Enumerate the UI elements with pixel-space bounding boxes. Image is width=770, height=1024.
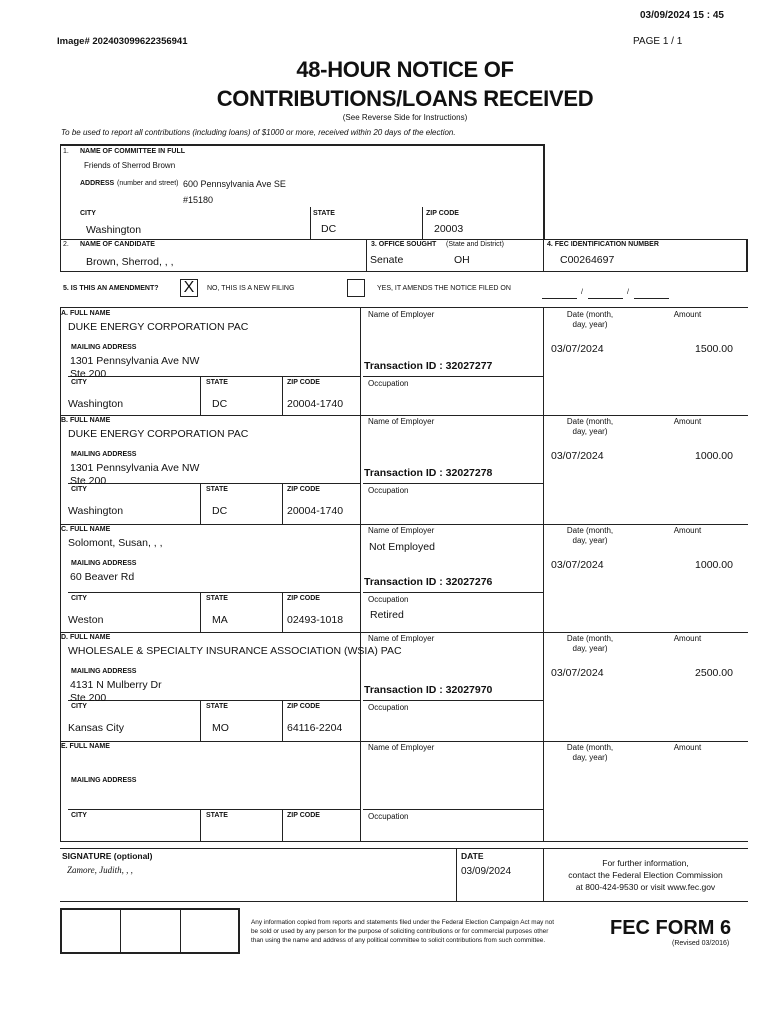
contributor-zip: 02493-1018 xyxy=(287,614,344,626)
contributor-full-name: Solomont, Susan, , , xyxy=(68,537,163,549)
form-revised: (Revised 03/2016) xyxy=(672,940,730,947)
committee-address-line2: #15180 xyxy=(183,195,214,205)
contributor-address-line2: Ste 200 xyxy=(70,368,107,380)
contributor-city: Weston xyxy=(68,614,104,626)
see-reverse-note: (See Reverse Side for Instructions) xyxy=(342,113,468,122)
rule-line xyxy=(68,483,360,484)
transaction-id: Transaction ID : 32027276 xyxy=(364,576,493,588)
date-label-line1: Date (month, xyxy=(566,310,614,319)
contributor-city-label: CITY xyxy=(71,379,87,386)
amend-day-line[interactable] xyxy=(588,298,623,299)
contribution-date: 03/07/2024 xyxy=(551,450,604,462)
date-label-line2: day, year) xyxy=(572,644,608,653)
contributor-full-name: DUKE ENERGY CORPORATION PAC xyxy=(68,321,249,333)
amount-label: Amount xyxy=(673,310,702,319)
form-title-line2: CONTRIBUTIONS/LOANS RECEIVED xyxy=(216,86,594,111)
contribution-amount: 2500.00 xyxy=(695,667,733,679)
contributor-state: MO xyxy=(212,722,229,734)
committee-address-line1: 600 Pennsylvania Ave SE xyxy=(183,179,286,189)
image-number: Image# 202403099622356941 xyxy=(57,36,188,47)
amendment-label: 5. IS THIS AN AMENDMENT? xyxy=(63,285,159,292)
contributor-zip-label: ZIP CODE xyxy=(287,595,320,602)
occupation-label: Occupation xyxy=(368,379,409,388)
mailing-address-label: MAILING ADDRESS xyxy=(71,668,137,675)
contribution-date: 03/07/2024 xyxy=(551,559,604,571)
rule-line xyxy=(282,376,283,415)
candidate-name: Brown, Sherrod, , , xyxy=(86,256,174,268)
office-use-box xyxy=(60,908,240,954)
contributor-state-label: STATE xyxy=(206,812,228,819)
office-sought-label: 3. OFFICE SOUGHT xyxy=(371,241,437,248)
signature-date: 03/09/2024 xyxy=(461,866,512,877)
contributor-city: Washington xyxy=(68,398,124,410)
contribution-amount: 1000.00 xyxy=(695,559,733,571)
rule-line xyxy=(200,483,201,524)
contribution-date: 03/07/2024 xyxy=(551,667,604,679)
contributor-employer: Not Employed xyxy=(369,541,435,553)
contributor-full-name: WHOLESALE & SPECIALTY INSURANCE ASSOCIATION (WSIA) PAC xyxy=(68,645,402,657)
rule-line xyxy=(60,841,748,842)
contributor-full-name-label: C. FULL NAME xyxy=(61,526,111,533)
amend-date-slash-1: / xyxy=(581,289,583,296)
rule-line xyxy=(282,483,283,524)
date-label-line2: day, year) xyxy=(572,536,608,545)
rule-line xyxy=(60,632,748,633)
occupation-label: Occupation xyxy=(368,486,409,495)
employer-label: Name of Employer xyxy=(368,634,435,643)
rule-line xyxy=(68,376,360,377)
address-sublabel: (number and street) xyxy=(117,180,179,187)
contributor-address-line2: Ste 200 xyxy=(70,692,107,704)
form-title-line1: 48-HOUR NOTICE OF xyxy=(296,57,514,82)
committee-zip-label: ZIP CODE xyxy=(426,210,459,217)
amend-date-slash-2: / xyxy=(627,289,629,296)
committee-city: Washington xyxy=(86,224,142,236)
contributor-city-label: CITY xyxy=(71,486,87,493)
info-line3: at 800-424-9530 or visit www.fec.gov xyxy=(575,882,716,892)
contributor-state: MA xyxy=(212,614,228,626)
contributor-occupation: Retired xyxy=(370,609,404,621)
contributor-full-name-label: D. FULL NAME xyxy=(61,634,111,641)
date-label-line1: Date (month, xyxy=(566,634,614,643)
rule-line xyxy=(68,809,360,810)
contributor-state-label: STATE xyxy=(206,486,228,493)
contributor-state: DC xyxy=(212,505,228,517)
rule-line xyxy=(363,483,543,484)
signature-date-label: DATE xyxy=(461,851,484,861)
address-label: ADDRESS xyxy=(80,180,115,187)
rule-line xyxy=(60,741,748,742)
contributor-address-line1: 1301 Pennsylvania Ave NW xyxy=(70,355,200,367)
amend-year-line[interactable] xyxy=(634,298,669,299)
contributor-city-label: CITY xyxy=(71,703,87,710)
date-label-line1: Date (month, xyxy=(566,526,614,535)
mailing-address-label: MAILING ADDRESS xyxy=(71,451,137,458)
contributor-zip: 20004-1740 xyxy=(287,505,344,517)
contributor-zip-label: ZIP CODE xyxy=(287,379,320,386)
rule-line xyxy=(282,700,283,741)
rule-line xyxy=(363,376,543,377)
rule-line xyxy=(200,700,201,741)
fec-id: C00264697 xyxy=(560,254,615,266)
employer-label: Name of Employer xyxy=(368,526,435,535)
contributor-state-label: STATE xyxy=(206,595,228,602)
contributor-zip-label: ZIP CODE xyxy=(287,486,320,493)
form-name: FEC FORM 6 xyxy=(610,917,732,939)
contributor-full-name-label: A. FULL NAME xyxy=(61,310,111,317)
mailing-address-label: MAILING ADDRESS xyxy=(71,344,137,351)
rule-line xyxy=(200,809,201,841)
page-number: PAGE 1 / 1 xyxy=(633,36,683,47)
committee-city-label: CITY xyxy=(80,210,96,217)
rule-line xyxy=(60,415,748,416)
contributor-state-label: STATE xyxy=(206,703,228,710)
disclaimer-line3: than using the name and address of any political committee to solicit contributions from such committee. xyxy=(251,937,546,944)
committee-name-label: NAME OF COMMITTEE IN FULL xyxy=(80,148,185,155)
date-label-line1: Date (month, xyxy=(566,743,614,752)
contributor-full-name-label: B. FULL NAME xyxy=(61,417,111,424)
disclaimer-line1: Any information copied from reports and statements filed under the Federal Election Campaign Act may not xyxy=(251,919,555,926)
committee-zip: 20003 xyxy=(434,223,464,235)
disclaimer-line2: be sold or used by any person for the purpose of soliciting contributions or for commercial purposes other xyxy=(251,928,549,935)
contributor-full-name-label: E. FULL NAME xyxy=(61,743,110,750)
contributor-city: Kansas City xyxy=(68,722,125,734)
new-filing-checkbox[interactable]: X xyxy=(180,279,198,297)
signature-label: SIGNATURE (optional) xyxy=(62,851,153,861)
amount-label: Amount xyxy=(673,417,702,426)
contributor-address-line1: 4131 N Mulberry Dr xyxy=(70,679,162,691)
rule-line xyxy=(68,592,360,593)
date-label-line2: day, year) xyxy=(572,320,608,329)
occupation-label: Occupation xyxy=(368,812,409,821)
amend-month-line[interactable] xyxy=(542,298,577,299)
contributor-address-line1: 1301 Pennsylvania Ave NW xyxy=(70,462,200,474)
rule-line xyxy=(200,592,201,632)
instructions: To be used to report all contributions (including loans) of $1000 or more, received within 20 days of the election. xyxy=(61,128,456,137)
date-label-line2: day, year) xyxy=(572,427,608,436)
info-line1: For further information, xyxy=(602,858,689,868)
amends-label: YES, IT AMENDS THE NOTICE FILED ON xyxy=(377,285,511,292)
office-sought: Senate xyxy=(370,254,404,266)
office-state: OH xyxy=(454,254,470,266)
contributor-zip: 20004-1740 xyxy=(287,398,344,410)
date-label-line1: Date (month, xyxy=(566,417,614,426)
rule-line xyxy=(68,700,360,701)
committee-number: 1. xyxy=(63,148,69,155)
employer-label: Name of Employer xyxy=(368,417,435,426)
occupation-label: Occupation xyxy=(368,703,409,712)
mailing-address-label: MAILING ADDRESS xyxy=(71,777,137,784)
rule-line xyxy=(200,376,201,415)
candidate-number: 2. xyxy=(63,241,69,248)
office-sought-sublabel: (State and District) xyxy=(446,241,504,248)
amount-label: Amount xyxy=(673,634,702,643)
contributor-city-label: CITY xyxy=(71,595,87,602)
committee-state: DC xyxy=(321,223,337,235)
timestamp: 03/09/2024 15 : 45 xyxy=(640,10,724,21)
contributor-state-label: STATE xyxy=(206,379,228,386)
fec-id-label: 4. FEC IDENTIFICATION NUMBER xyxy=(547,241,659,248)
contributor-state: DC xyxy=(212,398,228,410)
transaction-id: Transaction ID : 32027278 xyxy=(364,467,493,479)
contributor-zip: 64116-2204 xyxy=(287,722,343,734)
rule-line xyxy=(60,524,748,525)
rule-line xyxy=(363,592,543,593)
transaction-id: Transaction ID : 32027277 xyxy=(364,360,493,372)
occupation-label: Occupation xyxy=(368,595,409,604)
employer-label: Name of Employer xyxy=(368,310,435,319)
amount-label: Amount xyxy=(673,526,702,535)
rule-line xyxy=(363,809,543,810)
contribution-amount: 1500.00 xyxy=(695,343,733,355)
contributor-zip-label: ZIP CODE xyxy=(287,703,320,710)
contributor-address-line2: Ste 200 xyxy=(70,475,107,487)
rule-line xyxy=(363,700,543,701)
contributor-full-name: DUKE ENERGY CORPORATION PAC xyxy=(68,428,249,440)
contribution-date: 03/07/2024 xyxy=(551,343,604,355)
committee-state-label: STATE xyxy=(313,210,335,217)
rule-line xyxy=(282,809,283,841)
contributor-zip-label: ZIP CODE xyxy=(287,812,320,819)
contribution-amount: 1000.00 xyxy=(695,450,733,462)
contributor-address-line1: 60 Beaver Rd xyxy=(70,571,135,583)
employer-label: Name of Employer xyxy=(368,743,435,752)
info-line2: contact the Federal Election Commission xyxy=(568,870,723,880)
contributor-city: Washington xyxy=(68,505,124,517)
transaction-id: Transaction ID : 32027970 xyxy=(364,684,493,696)
new-filing-label: NO, THIS IS A NEW FILING xyxy=(207,285,295,292)
mailing-address-label: MAILING ADDRESS xyxy=(71,560,137,567)
rule-line xyxy=(282,592,283,632)
contributor-city-label: CITY xyxy=(71,812,87,819)
candidate-name-label: NAME OF CANDIDATE xyxy=(80,241,155,248)
amount-label: Amount xyxy=(673,743,702,752)
signature-name: Zamore, Judith, , , xyxy=(67,865,133,875)
amends-checkbox[interactable] xyxy=(347,279,365,297)
date-label-line2: day, year) xyxy=(572,753,608,762)
committee-name: Friends of Sherrod Brown xyxy=(84,161,176,170)
